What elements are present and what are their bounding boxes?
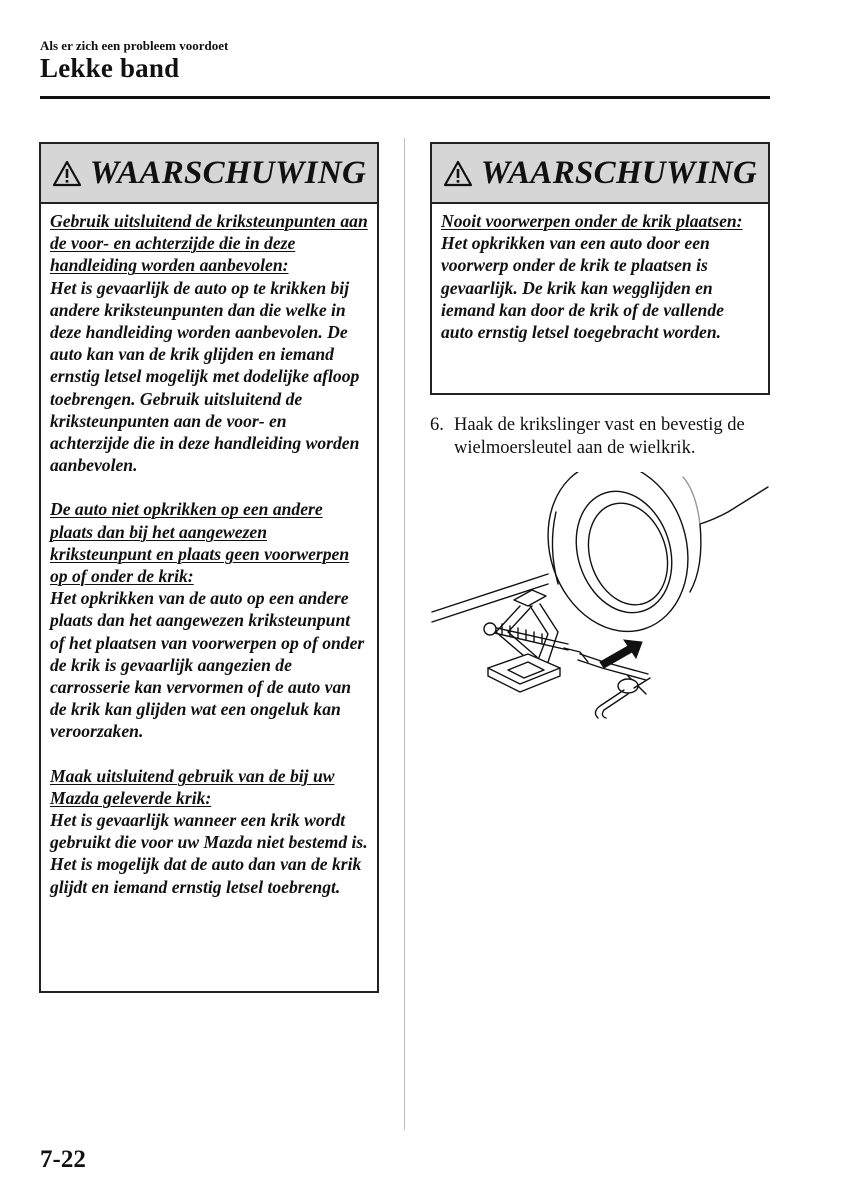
warning-item <box>441 210 760 343</box>
warning-header <box>432 144 768 204</box>
warning-heading: WAARSCHUWING <box>480 154 758 191</box>
warning-item-title: Maak uitsluitend gebruik van de bij uw Mazda geleverde krik: <box>50 765 335 808</box>
left-warning-box <box>39 142 379 993</box>
step-6 <box>430 414 775 460</box>
section-label: Als er zich een probleem voordoet <box>40 38 229 53</box>
step-text: Haak de krikslinger vast en bevestig de wielmoersleutel aan de wielkrik. <box>454 415 745 458</box>
warning-item-text: Het is gevaarlijk wanneer een krik wordt gebruikt die voor uw Mazda niet bestemd is. Het is mogelijk dat de auto dan van de krik glijdt en iemand ernstig letsel toebrengt. <box>50 810 368 897</box>
warning-item-text: Het opkrikken van een auto door een voorwerp onder de krik te plaatsen is gevaarlijk. De krik kan wegglijden en iemand kan door de krik of de vallende auto ernstig letsel toegebracht worden. <box>441 233 724 343</box>
warning-item-title: Nooit voorwerpen onder de krik plaatsen: <box>441 211 743 231</box>
warning-item-title: De auto niet opkrikken op een andere plaats dan bij het aangewezen kriksteunpunt en plaats geen voorwerpen op of onder de krik: <box>50 499 350 587</box>
warning-body <box>432 204 768 351</box>
warning-item <box>50 210 369 476</box>
warning-triangle-icon <box>52 160 82 187</box>
step-number: 6. <box>430 415 444 435</box>
jack-wrench-illustration <box>428 472 770 737</box>
warning-item <box>50 498 369 742</box>
warning-header <box>41 144 377 204</box>
right-warning-box <box>430 142 770 395</box>
warning-item-text: Het opkrikken van de auto op een andere plaats dan het aangewezen kriksteunpunt of het plaatsen van voorwerpen op of onder de krik is gevaarlijk aangezien de carrosserie kan vervormen of de auto van de krik kan glijden wat een ongeluk kan veroorzaken. <box>50 588 365 742</box>
warning-heading: WAARSCHUWING <box>89 154 367 191</box>
column-divider <box>404 138 405 1130</box>
page-title: Lekke band <box>40 53 180 83</box>
title-rule <box>40 96 770 99</box>
warning-body <box>41 204 377 906</box>
warning-item-title: Gebruik uitsluitend de kriksteunpunten aan de voor- en achterzijde die in deze handleiding worden aanbevolen: <box>50 211 368 276</box>
warning-item <box>50 765 369 898</box>
warning-item-text: Het is gevaarlijk de auto op te krikken bij andere kriksteunpunten dan die welke in deze handleiding worden aanbevolen. De auto kan van de krik glijden en iemand ernstig letsel mogelijk met dodelijke afloop toebrengen. Gebruik uitsluitend de kriksteunpunten aan de voor- en achterzijde die in deze handleiding worden aanbevolen. <box>50 277 360 476</box>
warning-triangle-icon <box>443 160 473 187</box>
page-number: 7-22 <box>40 1146 86 1173</box>
